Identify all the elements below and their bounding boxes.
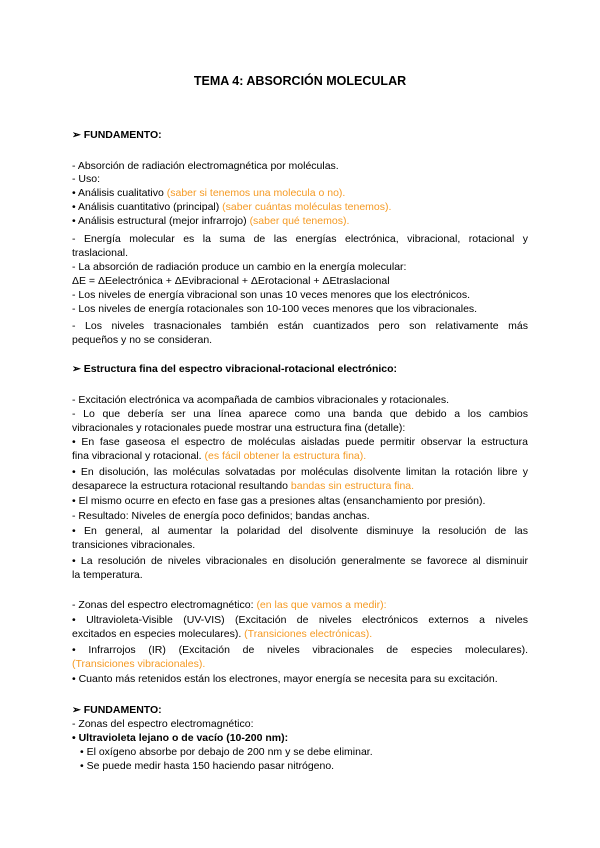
highlight-note: (es fácil obtener la estructura fina). [204, 450, 367, 462]
highlight-note: (saber cuántas moléculas tenemos). [222, 201, 392, 213]
highlight-note: (en las que vamos a medir): [256, 599, 387, 611]
bullet-line: • Cuanto más retenidos están los electrones, mayor energía se necesita para su excitación. [72, 673, 498, 685]
page-title: TEMA 4: ABSORCIÓN MOLECULAR [193, 74, 407, 88]
section-heading-fundamento: ➢ FUNDAMENTO: [72, 129, 162, 141]
highlight-note: (saber si tenemos una molecula o no). [166, 187, 346, 199]
bullet-text: • Análisis cualitativo [72, 187, 167, 199]
text-line: la temperatura. [72, 569, 143, 581]
bullet-line: • En disolución, las moléculas solvatadas por moléculas disolvente limitan la rotación libre y [72, 466, 528, 478]
section-heading-estructura-fina: ➢ Estructura fina del espectro vibracional-rotacional electrónico: [72, 363, 398, 375]
bullet-line: • La resolución de niveles vibracionales en disolución generalmente se favorece al disminuir [72, 555, 528, 567]
text-segment: - Zonas del espectro electromagnético: [72, 599, 257, 611]
bullet-text: • Análisis cuantitativo (principal) [72, 201, 223, 213]
text-line: - Los niveles trasnacionales también están cuantizados pero son relativamente más [72, 320, 528, 332]
bullet-line [72, 200, 528, 214]
bullet-line: • Ultravioleta-Visible (UV-VIS) (Excitación de niveles electrónicos externos a niveles [72, 614, 528, 626]
text-line: - Los niveles de energía rotacionales son 10-100 veces menores que los vibracionales. [72, 303, 478, 315]
sub-bullet-line: • Se puede medir hasta 150 haciendo pasar nitrógeno. [80, 760, 335, 772]
text-line [72, 479, 528, 493]
highlight-note: (Transiciones vibracionales). [72, 658, 206, 670]
text-segment: fina vibracional y rotacional. [72, 450, 205, 462]
text-line: - Excitación electrónica va acompañada de cambios vibracionales y rotacionales. [72, 394, 450, 406]
bullet-line [72, 214, 528, 228]
bullet-line: • Ultravioleta lejano o de vacío (10-200 nm): [72, 732, 289, 744]
text-line: transiciones vibracionales. [72, 539, 196, 551]
bullet-line: • En fase gaseosa el espectro de moléculas aisladas puede permitir observar la estructura [72, 436, 528, 448]
text-line: - Uso: [72, 173, 101, 185]
bullet-line: • El mismo ocurre en efecto en fase gas a presiones altas (ensanchamiento por presión). [72, 495, 486, 507]
highlight-note: bandas sin estructura fina. [290, 480, 415, 492]
text-line: - Zonas del espectro electromagnético: [72, 718, 254, 730]
bullet-line [72, 186, 528, 200]
sub-bullet-line: • El oxígeno absorbe por debajo de 200 nm y se debe eliminar. [80, 746, 373, 758]
text-line: - Absorción de radiación electromagnética por moléculas. [72, 160, 339, 172]
text-line: - Resultado: Niveles de energía poco definidos; bandas anchas. [72, 510, 370, 522]
text-line: pequeños y no se consideran. [72, 334, 213, 346]
text-segment: desaparece la estructura rotacional resultando [72, 480, 291, 492]
text-line: - Energía molecular es la suma de las energías electrónica, vibracional, rotacional y [72, 233, 528, 245]
bullet-line: • En general, al aumentar la polaridad del disolvente disminuye la resolución de las [72, 525, 528, 537]
equation-line: ΔE = ΔEelectrónica + ΔEvibracional + ΔErotacional + ΔEtraslacional [72, 275, 390, 287]
text-line [72, 598, 528, 612]
section-heading-fundamento-2: ➢ FUNDAMENTO: [72, 704, 162, 716]
highlight-note: (saber qué tenemos). [249, 215, 350, 227]
highlight-note: (Transiciones electrónicas). [244, 628, 373, 640]
text-line: vibracionales y rotacionales puede mostrar una estructura fina (detalle): [72, 422, 406, 434]
text-segment: excitados en especies moleculares). [72, 628, 245, 640]
text-line: - La absorción de radiación produce un cambio en la energía molecular: [72, 261, 407, 273]
text-line: - Lo que debería ser una línea aparece como una banda que debido a los cambios [72, 408, 528, 420]
text-line: - Los niveles de energía vibracional son unas 10 veces menores que los electrónicos. [72, 289, 471, 301]
text-line [72, 627, 528, 641]
text-line: traslacional. [72, 247, 129, 259]
text-line [72, 449, 528, 463]
bullet-line: • Infrarrojos (IR) (Excitación de niveles vibracionales de especies moleculares). [72, 644, 528, 656]
bullet-text: • Análisis estructural (mejor infrarrojo) [72, 215, 250, 227]
